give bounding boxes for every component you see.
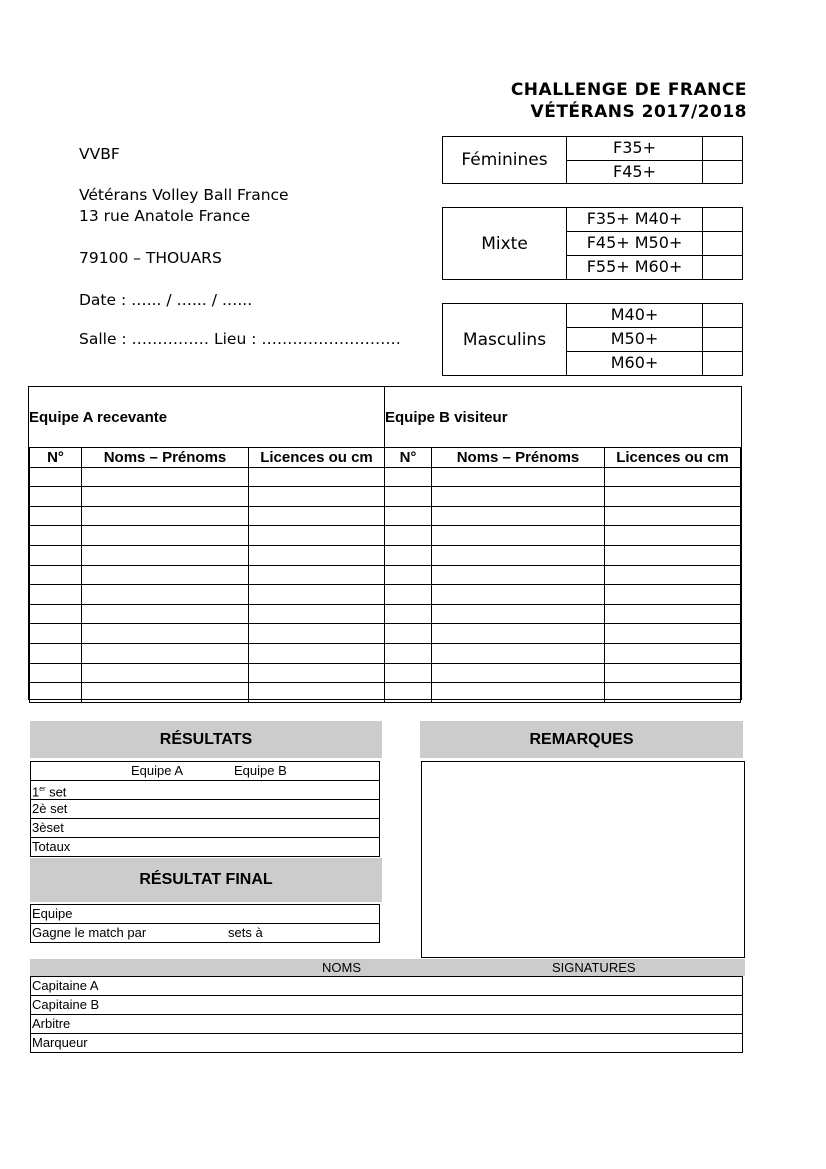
cell-number-b[interactable] — [385, 565, 432, 585]
results-col-b: Equipe B — [234, 763, 287, 778]
set-1-sup: er — [39, 786, 46, 793]
cell-name-b[interactable] — [432, 565, 605, 585]
cell-license-a[interactable] — [249, 663, 385, 683]
cell-license-b[interactable] — [605, 585, 741, 605]
player-row — [30, 565, 741, 585]
cell-number-b[interactable] — [385, 487, 432, 507]
category-checkbox[interactable] — [703, 232, 742, 255]
category-checkbox[interactable] — [703, 352, 742, 375]
set-1-label: 1 — [32, 784, 40, 800]
cell-license-b[interactable] — [605, 683, 741, 703]
col-names-a: Noms – Prénoms — [82, 448, 249, 468]
won-by-row[interactable] — [30, 924, 380, 943]
category-label: Féminines — [443, 137, 567, 183]
category-option: F45+ M50+ — [567, 232, 703, 255]
player-row — [30, 545, 741, 565]
date-field[interactable]: Date : …... / …... / …... — [79, 291, 253, 309]
category-feminines — [442, 136, 743, 184]
col-license-a: Licences ou cm — [249, 448, 385, 468]
sets-to-label: sets à — [228, 925, 263, 940]
cell-name-b[interactable] — [432, 545, 605, 565]
org-street: 13 rue Anatole France — [79, 207, 251, 225]
final-result-table — [30, 904, 380, 943]
cell-number-b[interactable] — [385, 663, 432, 683]
category-option: F55+ M60+ — [567, 256, 703, 279]
cell-name-a[interactable] — [82, 643, 249, 663]
title-line-1: CHALLENGE DE FRANCE — [510, 80, 747, 100]
signature-row-captain-a[interactable]: Capitaine A — [30, 976, 743, 996]
cell-license-b[interactable] — [605, 663, 741, 683]
cell-number-a[interactable] — [30, 643, 82, 663]
cell-license-a[interactable] — [249, 467, 385, 487]
title-line-2: VÉTÉRANS 2017/2018 — [530, 102, 747, 122]
org-city: 79100 – THOUARS — [79, 249, 222, 267]
category-masculins — [442, 303, 743, 376]
cell-name-b[interactable] — [432, 604, 605, 624]
player-row — [30, 663, 741, 683]
org-short: VVBF — [79, 145, 120, 163]
cell-license-b[interactable] — [605, 506, 741, 526]
cell-license-a[interactable] — [249, 604, 385, 624]
col-license-b: Licences ou cm — [605, 448, 741, 468]
cell-number-a[interactable] — [30, 683, 82, 703]
category-checkbox[interactable] — [703, 256, 742, 279]
player-row — [30, 683, 741, 703]
cell-license-a[interactable] — [249, 545, 385, 565]
cell-number-b[interactable] — [385, 526, 432, 546]
category-option: F35+ — [567, 137, 703, 160]
category-option: F45+ — [567, 161, 703, 184]
cell-license-a[interactable] — [249, 624, 385, 644]
cell-name-a[interactable] — [82, 526, 249, 546]
player-row — [30, 643, 741, 663]
player-row — [30, 604, 741, 624]
cell-license-b[interactable] — [605, 487, 741, 507]
cell-number-b[interactable] — [385, 643, 432, 663]
col-number-a: N° — [30, 448, 82, 468]
cell-name-a[interactable] — [82, 604, 249, 624]
cell-license-b[interactable] — [605, 467, 741, 487]
cell-name-b[interactable] — [432, 643, 605, 663]
cell-name-b[interactable] — [432, 467, 605, 487]
cell-number-a[interactable] — [30, 467, 82, 487]
category-checkbox[interactable] — [703, 161, 742, 184]
cell-license-a[interactable] — [249, 506, 385, 526]
results-header-row — [30, 761, 380, 781]
cell-name-a[interactable] — [82, 585, 249, 605]
category-checkbox[interactable] — [703, 208, 742, 231]
team-a-label: Equipe A recevante — [29, 408, 168, 426]
cell-name-a[interactable] — [82, 683, 249, 703]
results-table — [30, 761, 380, 857]
cell-number-b[interactable] — [385, 585, 432, 605]
cell-number-a[interactable] — [30, 506, 82, 526]
cell-name-b[interactable] — [432, 683, 605, 703]
player-row — [30, 467, 741, 487]
cell-number-b[interactable] — [385, 467, 432, 487]
cell-license-b[interactable] — [605, 624, 741, 644]
cell-number-a[interactable] — [30, 487, 82, 507]
player-row — [30, 506, 741, 526]
cell-name-a[interactable] — [82, 545, 249, 565]
col-names: NOMS — [322, 960, 361, 975]
cell-number-a[interactable] — [30, 624, 82, 644]
won-by-label: Gagne le match par — [32, 925, 147, 940]
cell-number-a[interactable] — [30, 565, 82, 585]
category-checkbox[interactable] — [703, 137, 742, 160]
cell-license-b[interactable] — [605, 545, 741, 565]
team-b-label: Equipe B visiteur — [385, 408, 508, 426]
remarks-box[interactable] — [421, 761, 745, 958]
cell-name-b[interactable] — [432, 506, 605, 526]
players-table — [29, 447, 741, 703]
signatures-table — [30, 976, 743, 1053]
cell-license-a[interactable] — [249, 565, 385, 585]
col-names-b: Noms – Prénoms — [432, 448, 605, 468]
signature-row-scorer[interactable]: Marqueur — [30, 1034, 743, 1053]
cell-license-b[interactable] — [605, 526, 741, 546]
category-label: Masculins — [443, 304, 567, 375]
cell-name-a[interactable] — [82, 467, 249, 487]
player-row — [30, 487, 741, 507]
remarks-heading: REMARQUES — [420, 721, 743, 758]
cell-license-a[interactable] — [249, 643, 385, 663]
category-checkbox[interactable] — [703, 328, 742, 351]
cell-number-a[interactable] — [30, 604, 82, 624]
cell-name-a[interactable] — [82, 487, 249, 507]
category-option: M40+ — [567, 304, 703, 327]
set-2-row[interactable]: 2è set — [30, 800, 380, 819]
set-1-rest: set — [45, 784, 67, 800]
signature-row-referee[interactable]: Arbitre — [30, 1015, 743, 1034]
cell-number-a[interactable] — [30, 663, 82, 683]
category-mixte — [442, 207, 743, 280]
cell-license-a[interactable] — [249, 526, 385, 546]
results-col-a: Equipe A — [131, 763, 184, 778]
cell-name-a[interactable] — [82, 663, 249, 683]
cell-name-b[interactable] — [432, 663, 605, 683]
cell-license-a[interactable] — [249, 585, 385, 605]
cell-number-b[interactable] — [385, 624, 432, 644]
cell-license-b[interactable] — [605, 643, 741, 663]
category-option: M60+ — [567, 352, 703, 375]
cell-name-a[interactable] — [82, 565, 249, 585]
cell-name-a[interactable] — [82, 506, 249, 526]
player-row — [30, 624, 741, 644]
category-label: Mixte — [443, 208, 567, 279]
venue-field[interactable]: Salle : …………… Lieu : ……………………… — [79, 330, 401, 348]
cell-number-b[interactable] — [385, 506, 432, 526]
cell-license-b[interactable] — [605, 604, 741, 624]
winning-team-row[interactable]: Equipe — [30, 904, 380, 924]
category-checkbox[interactable] — [703, 304, 742, 327]
cell-number-a[interactable] — [30, 526, 82, 546]
cell-name-b[interactable] — [432, 526, 605, 546]
category-option: M50+ — [567, 328, 703, 351]
cell-number-b[interactable] — [385, 545, 432, 565]
cell-license-a[interactable] — [249, 683, 385, 703]
final-result-heading: RÉSULTAT FINAL — [30, 858, 382, 902]
totals-row[interactable]: Totaux — [30, 838, 380, 857]
category-option: F35+ M40+ — [567, 208, 703, 231]
table-header-row — [30, 448, 741, 468]
set-3-row[interactable]: 3èset — [30, 819, 380, 838]
results-heading: RÉSULTATS — [30, 721, 382, 758]
cell-number-a[interactable] — [30, 545, 82, 565]
signatures-header — [30, 959, 745, 976]
cell-license-b[interactable] — [605, 565, 741, 585]
set-1-row[interactable] — [30, 781, 380, 800]
cell-name-a[interactable] — [82, 624, 249, 644]
col-number-b: N° — [385, 448, 432, 468]
cell-name-b[interactable] — [432, 585, 605, 605]
cell-number-b[interactable] — [385, 683, 432, 703]
cell-name-b[interactable] — [432, 487, 605, 507]
cell-number-b[interactable] — [385, 604, 432, 624]
cell-license-a[interactable] — [249, 487, 385, 507]
org-name: Vétérans Volley Ball France — [79, 186, 289, 204]
cell-number-a[interactable] — [30, 585, 82, 605]
player-row — [30, 526, 741, 546]
cell-name-b[interactable] — [432, 624, 605, 644]
col-signatures: SIGNATURES — [552, 960, 636, 975]
player-row — [30, 585, 741, 605]
team-rosters — [28, 386, 742, 700]
signature-row-captain-b[interactable]: Capitaine B — [30, 996, 743, 1015]
